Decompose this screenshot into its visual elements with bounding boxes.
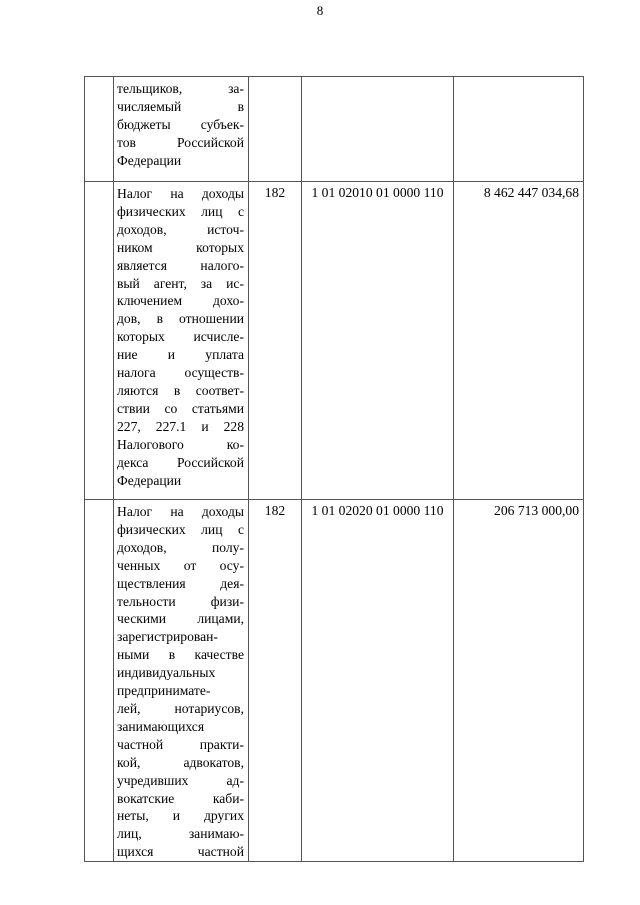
text-line: кой, адвокатов, xyxy=(117,754,244,770)
kbk-code-cell: 1 01 02010 01 0000 110 xyxy=(302,182,454,500)
text-line: Налогового ко- xyxy=(117,436,244,452)
page-number: 8 xyxy=(316,3,324,18)
text-line: ником которых xyxy=(117,239,244,255)
text-line: тельности физи- xyxy=(117,593,244,609)
text-line: ние и уплата xyxy=(117,347,244,363)
text-line: дов, в отношении xyxy=(117,311,244,327)
kbk-code-cell xyxy=(302,77,454,182)
revenue-name-cell xyxy=(114,182,249,500)
text-line: вый агент, за ис- xyxy=(117,275,244,291)
admin-code-cell: 182 xyxy=(249,500,302,862)
admin-code-cell xyxy=(249,77,302,182)
budget-revenue-table xyxy=(84,76,584,862)
text-line: занимающихся xyxy=(117,718,205,734)
text-line: частной практи- xyxy=(117,736,244,752)
text-line: является налого- xyxy=(117,257,244,273)
text-line: Налог на доходы xyxy=(117,186,244,201)
table-row xyxy=(85,182,584,500)
text-line: ключением дохо- xyxy=(117,293,244,309)
text-line: предпринимате- xyxy=(117,683,211,699)
text-line: индивидуальных xyxy=(117,665,216,681)
text-line: лей, нотариусов, xyxy=(117,700,244,716)
empty-cell xyxy=(85,77,114,182)
text-line: Федерации xyxy=(117,152,182,168)
text-line: ными в качестве xyxy=(117,647,244,663)
text-line: Федерации xyxy=(117,472,182,488)
text-line: числяемый в xyxy=(117,98,244,114)
text-line: ченных от осу- xyxy=(117,557,244,573)
text-line: тельщиков, за- xyxy=(117,81,244,96)
text-line: декса Российской xyxy=(117,454,244,470)
text-line: ляются в соответ- xyxy=(117,382,244,398)
table-row xyxy=(85,500,584,862)
text-line: вокатские каби- xyxy=(117,790,244,806)
text-line: бюджеты субъек- xyxy=(117,116,244,132)
text-line: лиц, занимаю- xyxy=(117,826,244,842)
amount-cell: 8 462 447 034,68 xyxy=(454,182,584,500)
text-line: доходов, полу- xyxy=(117,539,244,555)
admin-code-cell: 182 xyxy=(249,182,302,500)
text-line: ществления дея- xyxy=(117,575,244,591)
text-line: физических лиц с xyxy=(117,521,244,537)
text-line: налога осуществ- xyxy=(117,365,244,381)
text-line: щихся частной xyxy=(117,844,244,860)
text-line: учредивших ад- xyxy=(117,772,244,788)
kbk-code-cell: 1 01 02020 01 0000 110 xyxy=(302,500,454,862)
text-line: которых исчисле- xyxy=(117,329,244,345)
text-line: физических лиц с xyxy=(117,203,244,219)
text-line: ствии со статьями xyxy=(117,400,244,416)
text-line: 227, 227.1 и 228 xyxy=(117,418,244,434)
text-line: зарегистрирован- xyxy=(117,629,218,645)
amount-cell xyxy=(454,77,584,182)
revenue-name-cell xyxy=(114,500,249,862)
table-row xyxy=(85,77,584,182)
amount-cell: 206 713 000,00 xyxy=(454,500,584,862)
text-line: ческими лицами, xyxy=(117,611,244,627)
text-line: тов Российской xyxy=(117,134,244,150)
text-line: доходов, источ- xyxy=(117,221,244,237)
text-line: Налог на доходы xyxy=(117,504,244,519)
revenue-name-cell xyxy=(114,77,249,182)
empty-cell xyxy=(85,182,114,500)
empty-cell xyxy=(85,500,114,862)
text-line: неты, и других xyxy=(117,808,244,824)
